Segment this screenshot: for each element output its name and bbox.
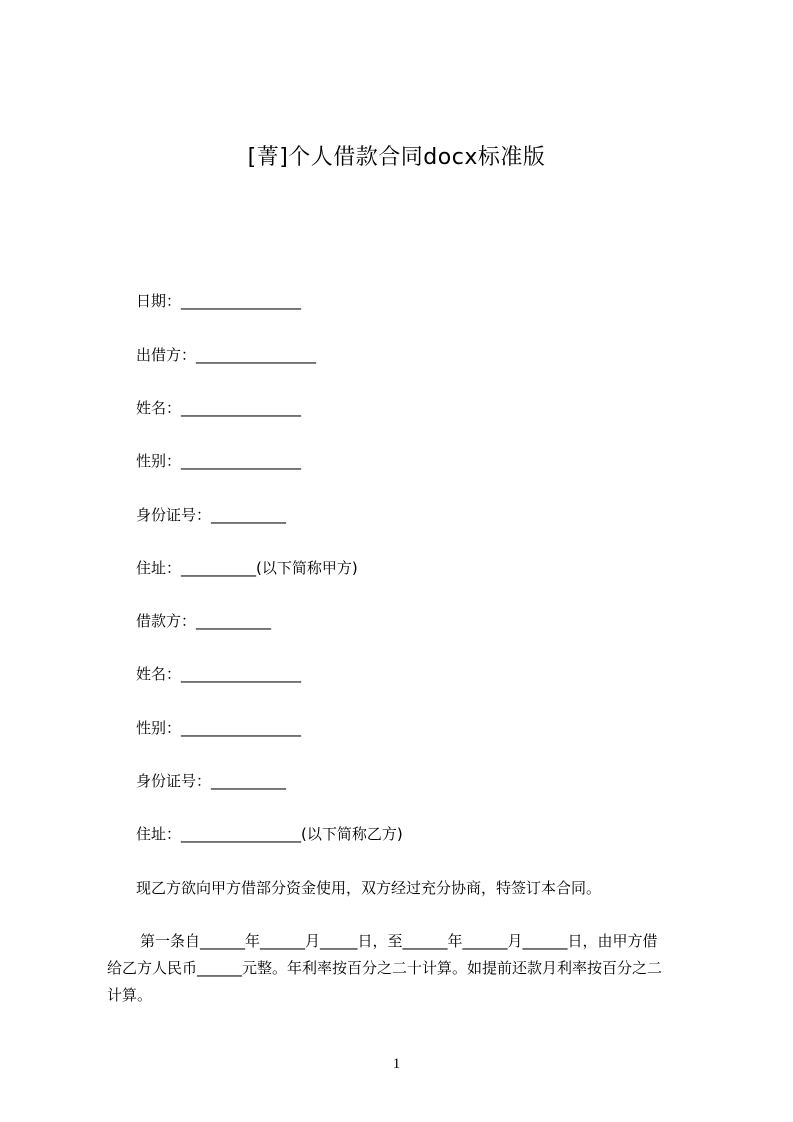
- document-title: [菁]个人借款合同docx标准版: [247, 145, 546, 170]
- lender-name-field: 姓名：________________: [136, 399, 302, 417]
- borrower-gender-field: 性别：________________: [136, 719, 302, 737]
- article-1-line-3: 计算。: [107, 986, 153, 1004]
- lender-address-field: 住址：__________(以下简称甲方): [136, 559, 358, 577]
- borrower-field: 借款方：__________: [136, 612, 272, 630]
- borrower-address-field: 住址：________________(以下简称乙方): [136, 825, 403, 843]
- lender-field: 出借方：________________: [136, 346, 317, 364]
- page-number: 1: [392, 1056, 401, 1072]
- date-field: 日期：________________: [136, 292, 302, 310]
- lender-gender-field: 性别：________________: [136, 452, 302, 470]
- borrower-name-field: 姓名：________________: [136, 665, 302, 683]
- intro-paragraph: 现乙方欲向甲方借部分资金使用，双方经过充分协商，特签订本合同。: [136, 879, 602, 897]
- lender-id-field: 身份证号：__________: [136, 506, 287, 524]
- article-1-line-2: 给乙方人民币______元整。年利率按百分之二十计算。如提前还款月利率按百分之二: [107, 959, 663, 977]
- borrower-id-field: 身份证号：__________: [136, 772, 287, 790]
- article-1-line-1: 第一条自______年______月_____日，至______年______月______日，由甲方借: [140, 932, 658, 950]
